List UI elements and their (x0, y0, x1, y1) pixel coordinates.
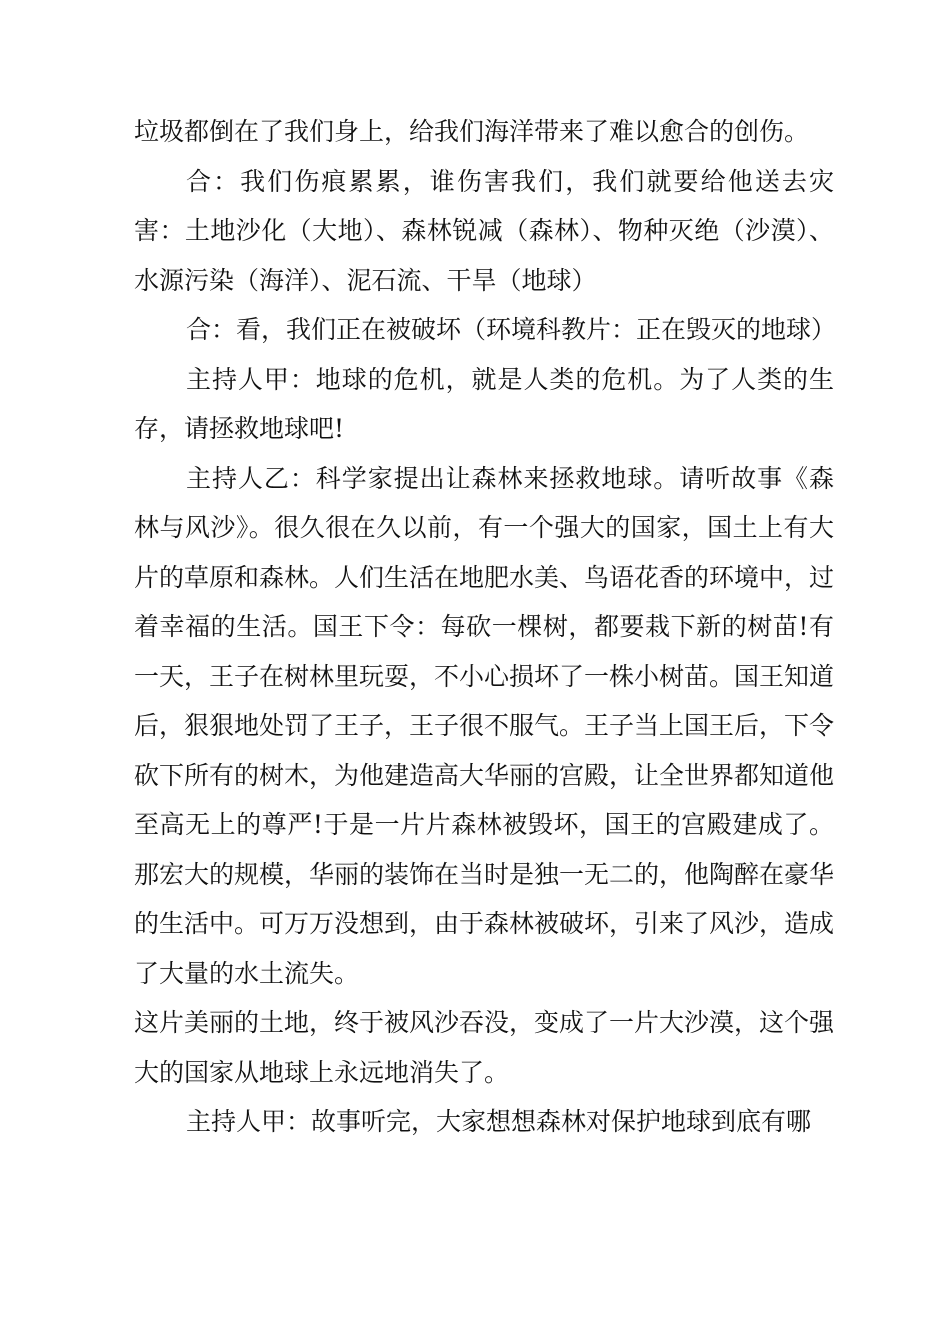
paragraph-1: 垃圾都倒在了我们身上，给我们海洋带来了难以愈合的创伤。 (134, 117, 810, 146)
paragraph-7: 主持人甲：故事听完，大家想想森林对保护地球到底有哪 (186, 1107, 812, 1136)
document-body (134, 107, 837, 1147)
paragraph-4: 主持人甲：地球的危机，就是人类的危机。为了人类的生存，请拯救地球吧! (134, 364, 834, 443)
paragraph-6: 这片美丽的土地，终于被风沙吞没，变成了一片大沙漠，这个强大的国家从地球上永远地消失了。 (134, 1008, 835, 1087)
paragraph-3: 合：看，我们正在被破坏（环境科教片：正在毁灭的地球） (186, 315, 837, 344)
paragraph-5: 主持人乙：科学家提出让森林来拯救地球。请听故事《森林与风沙》。很久很在久以前，有一个强大的国家，国土上有大片的草原和森林。人们生活在地肥水美、鸟语花香的环境中，过着幸福的生活。国王下令：每砍一棵树，都要栽下新的树苗!有一天，王子在树林里玩耍，不小心损坏了一株小树苗。国王知道后，狠狠地处罚了王子，王子很不服气。王子当上国王后，下令砍下所有的树木，为他建造高大华丽的宫殿，让全世界都知道他至高无上的尊严!于是一片片森林被毁坏，国王的宫殿建成了。那宏大的规模，华丽的装饰在当时是独一无二的，他陶醉在豪华的生活中。可万万没想到，由于森林被破坏，引来了风沙，造成了大量的水土流失。 (134, 463, 835, 988)
paragraph-2: 合：我们伤痕累累，谁伤害我们，我们就要给他送去灾害：土地沙化（大地）、森林锐减（森林）、物种灭绝（沙漠）、水源污染（海洋）、泥石流、干旱（地球） (134, 166, 834, 295)
